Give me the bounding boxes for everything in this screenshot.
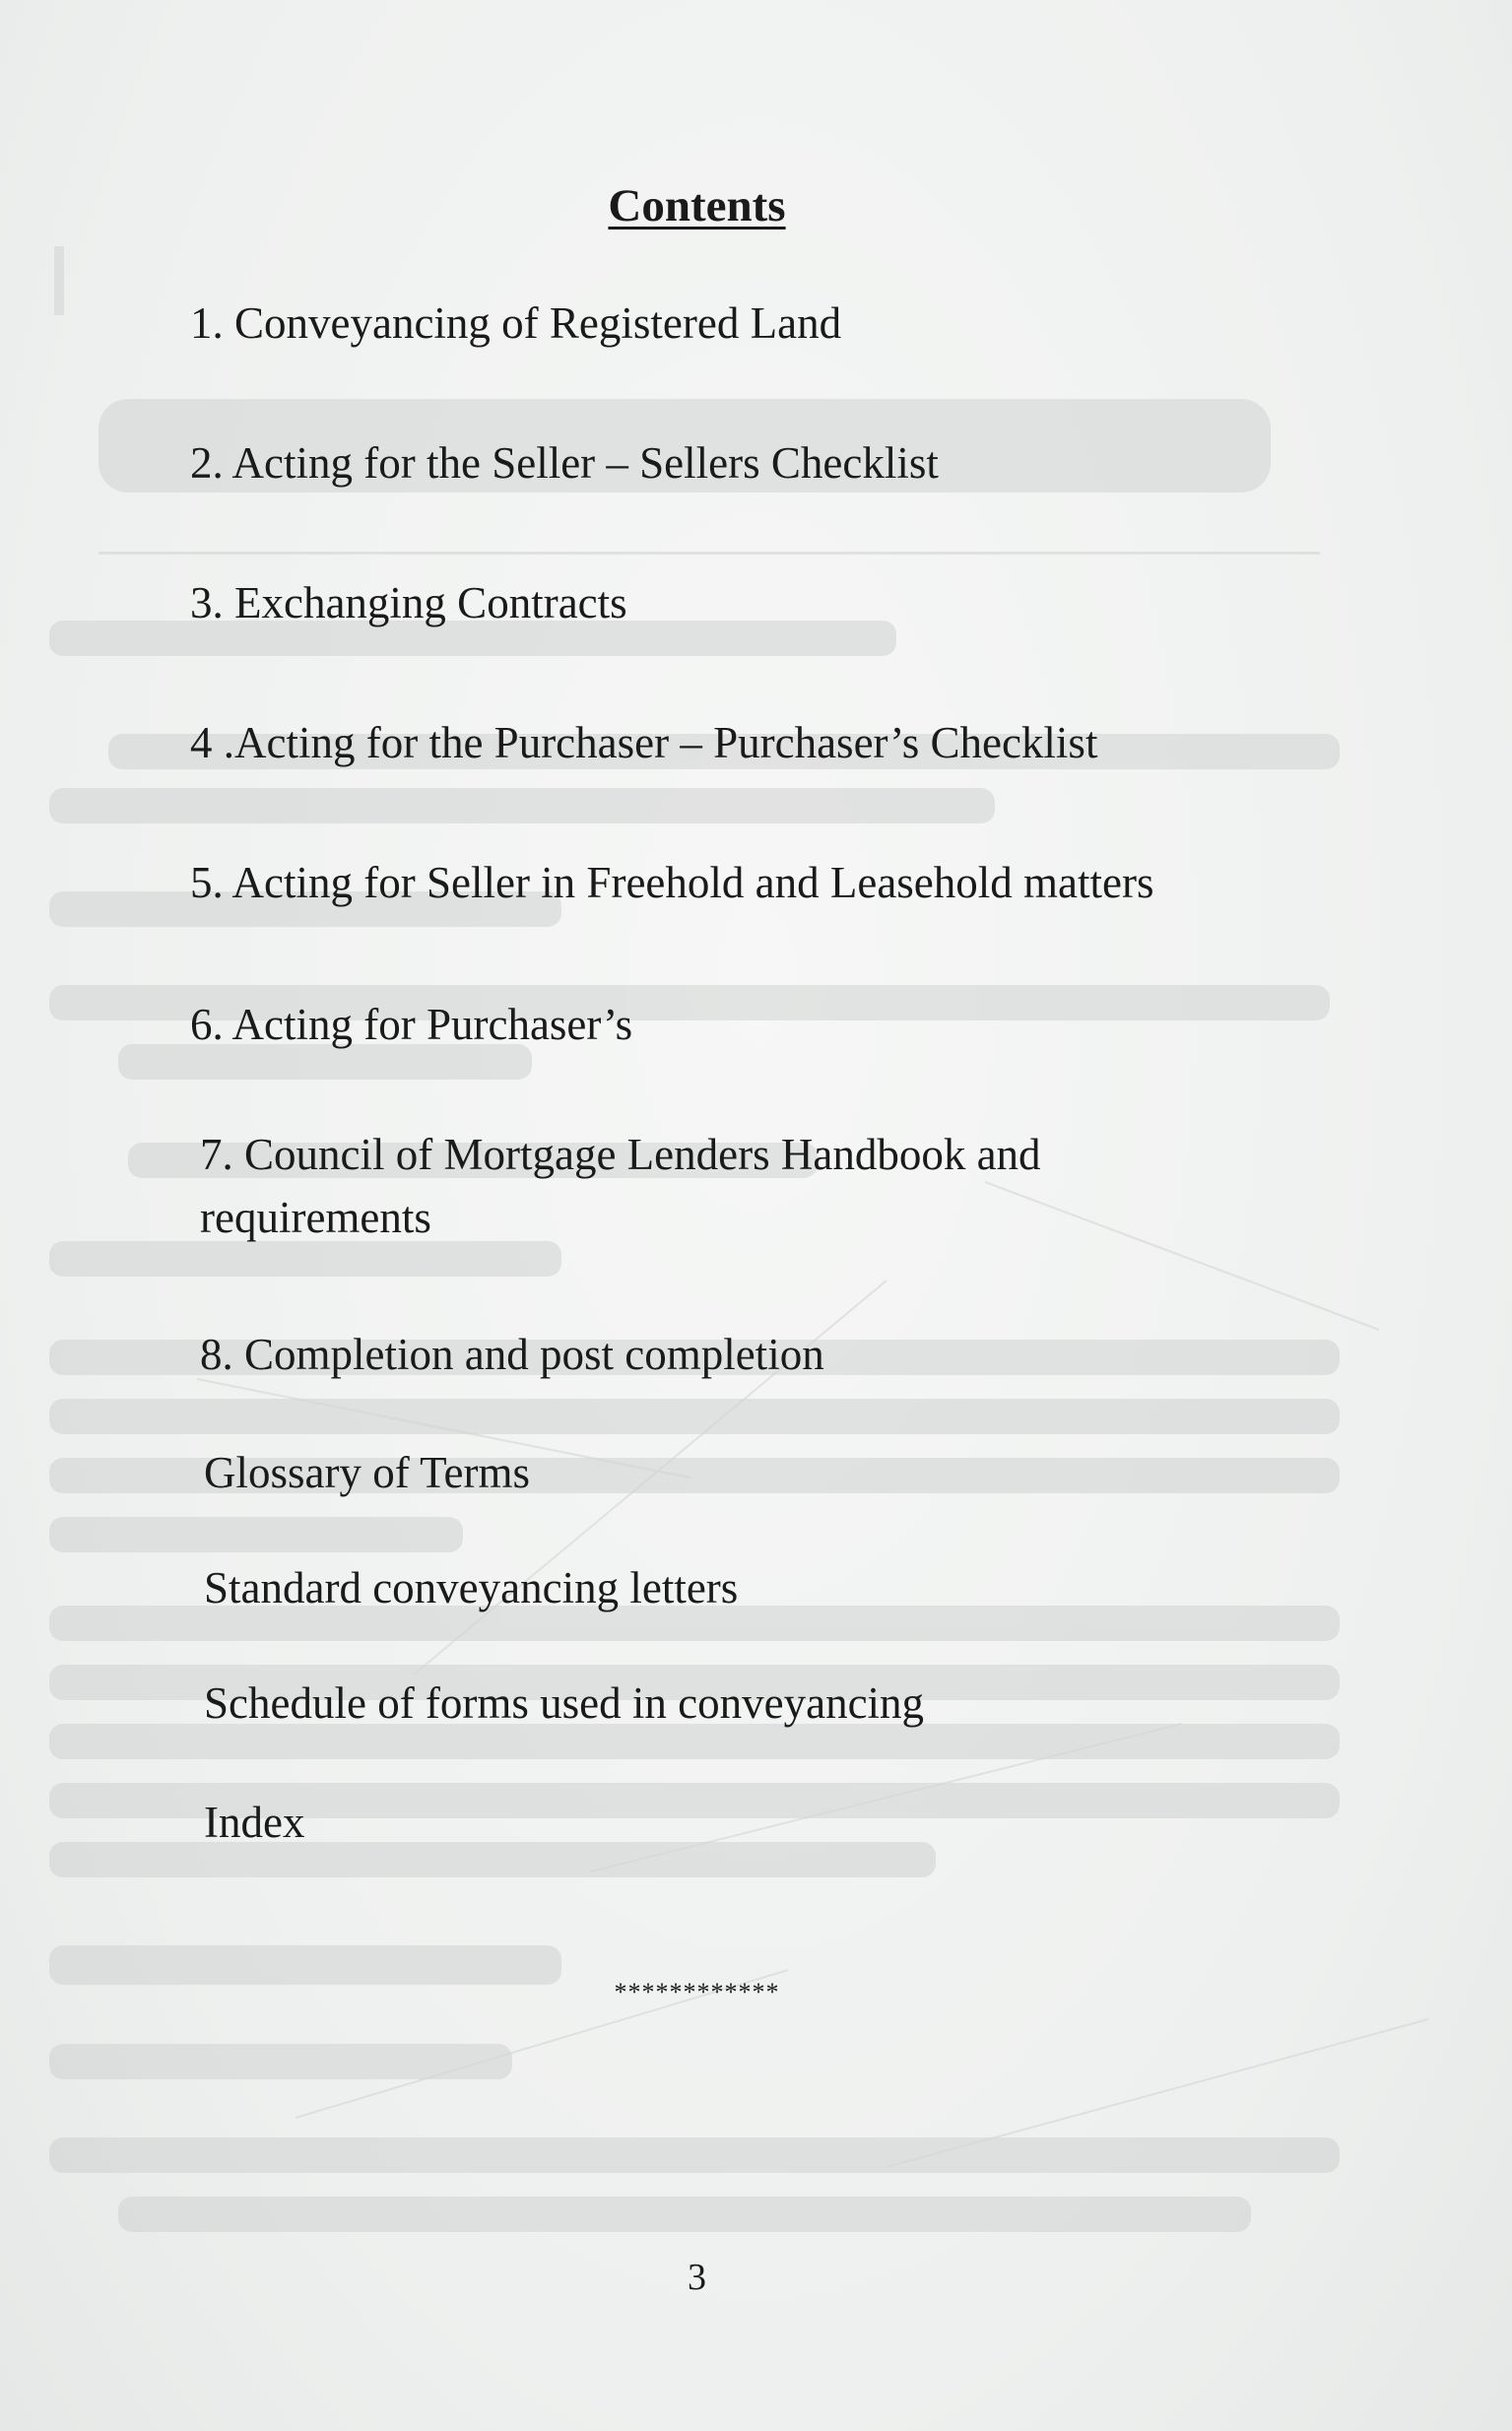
contents-entry-index: Index — [204, 1798, 305, 1847]
section-separator: ************ — [614, 1978, 780, 2006]
contents-title: Contents — [608, 180, 786, 231]
contents-entry-8: 8. Completion and post completion — [200, 1330, 824, 1379]
contents-entry-7: 7. Council of Mortgage Lenders Handbook and requirements — [200, 1130, 1041, 1242]
contents-entry-2: 2. Acting for the Seller – Sellers Checklist — [190, 438, 939, 488]
contents-entry-glossary: Glossary of Terms — [204, 1448, 530, 1497]
contents-entry-letters: Standard conveyancing letters — [204, 1563, 739, 1612]
contents-entry-forms: Schedule of forms used in conveyancing — [204, 1678, 925, 1728]
page-number: 3 — [688, 2257, 706, 2298]
contents-entry-4: 4 .Acting for the Purchaser – Purchaser’s Checklist — [190, 718, 1098, 767]
contents-entry-5: 5. Acting for Seller in Freehold and Leasehold matters — [190, 858, 1154, 907]
contents-entry-1: 1. Conveyancing of Registered Land — [190, 298, 842, 348]
contents-entry-6: 6. Acting for Purchaser’s — [190, 1000, 633, 1049]
contents-entry-3: 3. Exchanging Contracts — [190, 578, 627, 627]
